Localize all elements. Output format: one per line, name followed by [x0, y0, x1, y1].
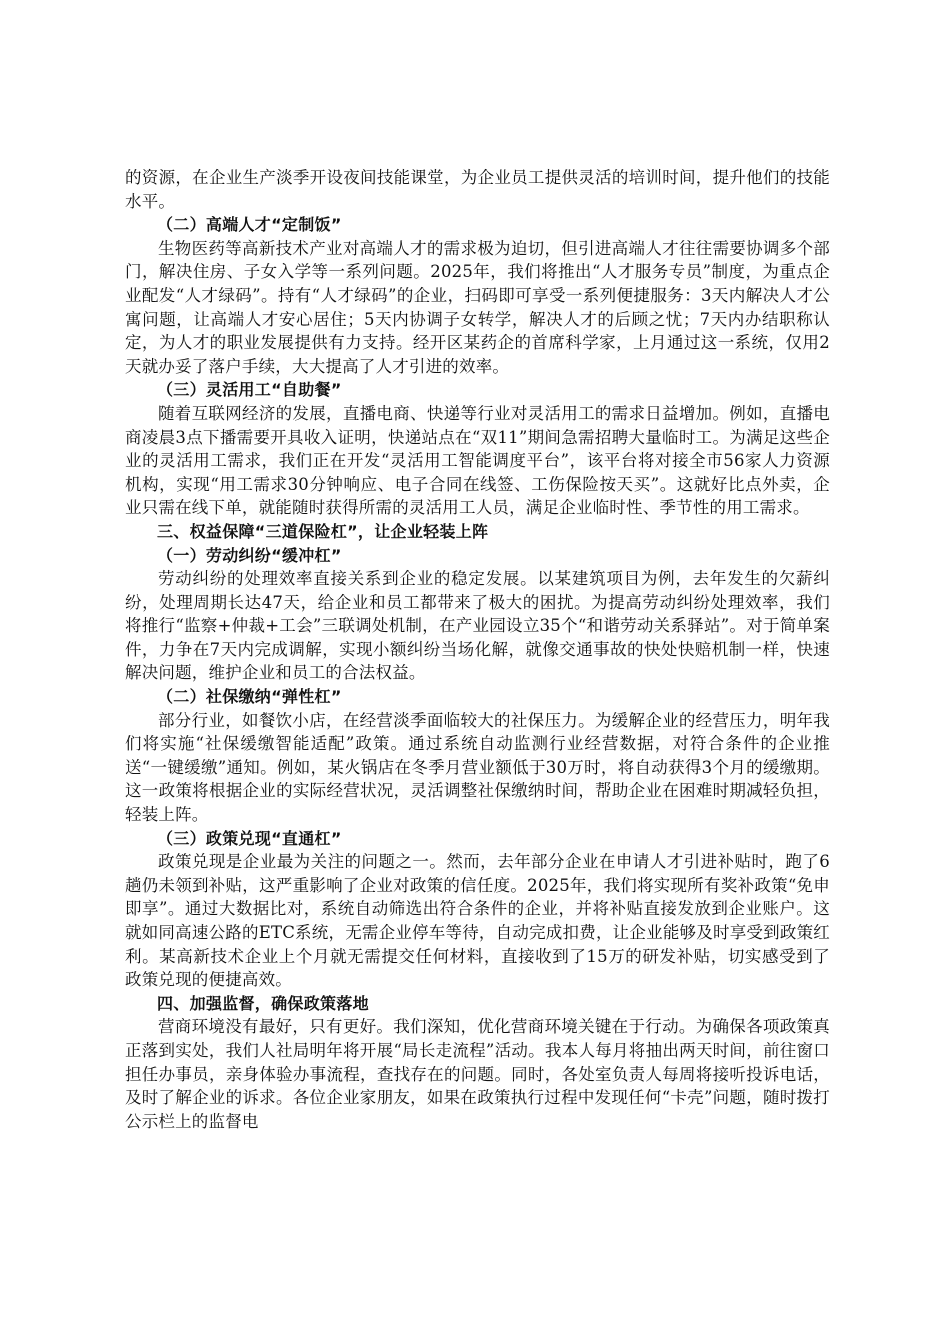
paragraph-labor-dispute: 劳动纠纷的处理效率直接关系到企业的稳定发展。以某建筑项目为例，去年发生的欠薪纠纷，处理周期长达47天，给企业和员工都带来了极大的困扰。为提高劳动纠纷处理效率，我们将推行“监察+仲裁+工会”三联调处机制，在产业园设立35个“和谐劳动关系驿站”。对于简单案件，力争在7天内完成调解，实现小额纠纷当场化解，就像交通事故的快处快赔机制一样，快速解决问题，维护企业和员工的合法权益。	[125, 569, 830, 683]
document-page	[125, 166, 830, 1133]
subheading-policy-fulfillment: （三）政策兑现“直通杠”	[157, 828, 342, 848]
paragraph-continuation: 的资源，在企业生产淡季开设夜间技能课堂，为企业员工提供灵活的培训时间，提升他们的技能水平。	[125, 168, 830, 211]
subheading-talent-custom-meal: （二）高端人才“定制饭”	[157, 215, 342, 235]
subheading-social-insurance: （二）社保缴纳“弹性杠”	[157, 687, 342, 707]
subheading-flexible-employment: （三）灵活用工“自助餐”	[157, 380, 342, 400]
section-heading-supervision: 四、加强监督，确保政策落地	[157, 993, 369, 1013]
section-heading-rights-protection: 三、权益保障“三道保险杠”，让企业轻装上阵	[157, 521, 489, 541]
paragraph-policy-fulfillment: 政策兑现是企业最为关注的问题之一。然而，去年部分企业在申请人才引进补贴时，跑了6趟仍未领到补贴，这严重影响了企业对政策的信任度。2025年，我们将实现所有奖补政策“免申即享”。通过大数据比对，系统自动筛选出符合条件的企业，并将补贴直接发放到企业账户。这就如同高速公路的ETC系统，无需企业停车等待，自动完成扣费，让企业能够及时享受到政策红利。某高新技术企业上个月就无需提交任何材料，直接收到了15万的研发补贴，切实感受到了政策兑现的便捷高效。	[125, 852, 830, 990]
paragraph-talent-service: 生物医药等高新技术产业对高端人才的需求极为迫切，但引进高端人才往往需要协调多个部门，解决住房、子女入学等一系列问题。2025年，我们将推出“人才服务专员”制度，为重点企业配发“人才绿码”。持有“人才绿码”的企业，扫码即可享受一系列便捷服务：3天内解决人才公寓问题，让高端人才安心居住；5天内协调子女转学，解决人才的后顾之忧；7天内办结职称认定，为人才的职业发展提供有力支持。经开区某药企的首席科学家，上月通过这一系统，仅用2天就办妥了落户手续，大大提高了人才引进的效率。	[125, 238, 830, 376]
paragraph-social-insurance: 部分行业，如餐饮小店，在经营淡季面临较大的社保压力。为缓解企业的经营压力，明年我们将实施“社保缓缴智能适配”政策。通过系统自动监测行业经营数据，对符合条件的企业推送“一键缓缴”通知。例如，某火锅店在冬季月营业额低于30万时，将自动获得3个月的缓缴期。这一政策将根据企业的实际经营状况，灵活调整社保缴纳时间，帮助企业在困难时期减轻负担，轻装上阵。	[125, 710, 830, 825]
paragraph-flexible-employment: 随着互联网经济的发展，直播电商、快递等行业对灵活用工的需求日益增加。例如，直播电商凌晨3点下播需要开具收入证明，快递站点在“双11”期间急需招聘大量临时工。为满足这些企业的灵活用工需求，我们正在开发“灵活用工智能调度平台”，该平台将对接全市56家人力资源机构，实现“用工需求30分钟响应、电子合同在线签、工伤保险按天买”。这就好比点外卖，企业只需在线下单，就能随时获得所需的灵活用工人员，满足企业临时性、季节性的用工需求。	[125, 403, 830, 518]
subheading-labor-dispute: （一）劳动纠纷“缓冲杠”	[157, 545, 342, 565]
paragraph-supervision: 营商环境没有最好，只有更好。我们深知，优化营商环境关键在于行动。为确保各项政策真正落到实处，我们人社局明年将开展“局长走流程”活动。我本人每月将抽出两天时间，前往窗口担任办事员，亲身体验办事流程，查找存在的问题。同时，各处室负责人每周将接听投诉电话，及时了解企业的诉求。各位企业家朋友，如果在政策执行过程中发现任何“卡壳”问题，随时拨打公示栏上的监督电	[125, 1017, 830, 1131]
